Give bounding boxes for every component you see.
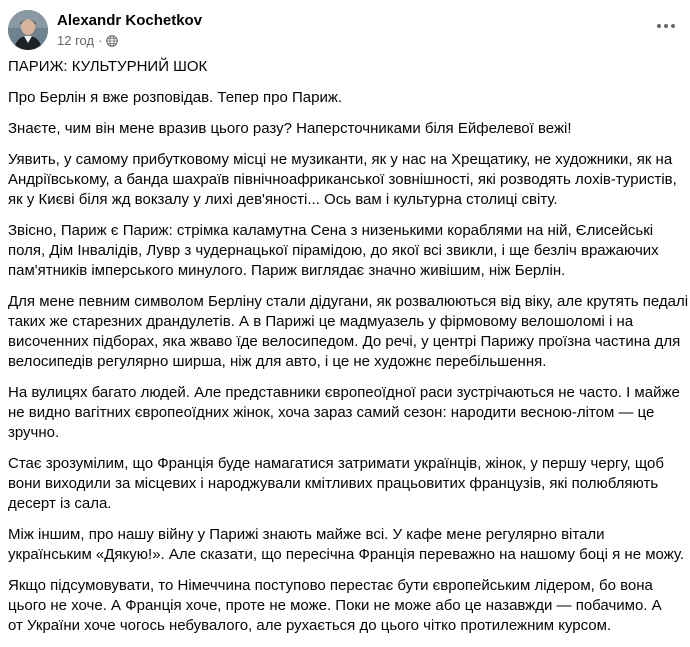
avatar-image: [8, 10, 48, 50]
text-line: ПАРИЖ: КУЛЬТУРНИЙ ШОК: [8, 58, 208, 75]
text-line: Уявить, у самому прибутковому місці не музиканти, як у нас на Хрещатику, не художники, як на: [8, 151, 673, 168]
text-line: десерт із сала.: [8, 495, 112, 512]
text-line: поля, Дім Інвалідів, Лувр з чудернацької пірамідою, до якої всі звикли, і ще безліч вражаючих: [8, 242, 659, 259]
text-line: українським «Дякую!». Але сказати, що пересічна Франція переважно на нашому боці я не можу.: [8, 546, 685, 563]
post-paragraph: [8, 525, 688, 565]
text-line: зручно.: [8, 424, 60, 441]
post-paragraph: [8, 383, 688, 443]
more-dot: [657, 24, 661, 28]
post-paragraph: [8, 119, 688, 139]
post-paragraph: [8, 454, 688, 514]
text-line: Для мене певним символом Берліну стали дідугани, як розвалюються від віку, але крутять педалі: [8, 293, 689, 310]
text-line: На вулицях багато людей. Але представники європеоїдної раси зустрічаються не часто. І майже: [8, 384, 680, 401]
text-line: цього не хоче. А Франція хоче, проте не може. Поки не може або це назавжди — побачимо. А: [8, 597, 662, 614]
globe-icon: [106, 35, 118, 47]
post-content: [8, 57, 688, 647]
text-line: Якщо підсумовувати, то Німеччина поступово перестає бути європейським лідером, бо вона: [8, 577, 653, 594]
more-dot: [671, 24, 675, 28]
post-paragraph: [8, 88, 688, 108]
post-paragraph: [8, 576, 688, 636]
post-time[interactable]: 12 год: [57, 33, 95, 48]
text-line: Між іншим, про нашу війну у Парижі знають майже всі. У кафе мене регулярно вітали: [8, 526, 605, 543]
more-options-icon[interactable]: [650, 14, 682, 38]
more-dot: [664, 24, 668, 28]
post-paragraph: [8, 221, 688, 281]
post-paragraph: [8, 150, 688, 210]
text-line: як у Києві біля жд вокзалу у лихі дев'яності... Ось вам і культурна столиці світу.: [8, 191, 558, 208]
text-line: Про Берлін я вже розповідав. Тепер про Париж.: [8, 89, 343, 106]
text-line: таких же старезних драндулетів. А в Парижі це мадмуазель у фірмовому велошоломі і на: [8, 313, 634, 330]
text-line: велосипедів регулярно ширша, ніж для авто, і це не художнє перебільшення.: [8, 353, 547, 370]
avatar[interactable]: [8, 10, 48, 50]
text-line: пам'ятників імперського минулого. Париж виглядає значно живішим, ніж Берлін.: [8, 262, 566, 279]
text-line: не видно вагітних європеоїдних жінок, хоча зараз самий сезон: народити весною-літом — це: [8, 404, 655, 421]
text-line: Андріївському, а банда шахраїв північноафриканської зовнішності, які розводять лохів-туристів,: [8, 171, 677, 188]
text-line: от України хоче чогось небувалого, але рухається до цього чітко протилежним курсом.: [8, 617, 612, 634]
text-line: Звісно, Париж є Париж: стрімка каламутна Сена з низенькими кораблями на ній, Єлисейські: [8, 222, 654, 239]
meta-separator: ·: [98, 33, 103, 48]
post-meta: [57, 33, 118, 49]
post-header: [8, 10, 682, 52]
author-name[interactable]: Alexandr Kochetkov: [57, 12, 203, 29]
post-title: [8, 57, 688, 77]
text-line: вони виходили за місцевих і народжували кмітливих працьовитих французів, які полюбляють: [8, 475, 659, 492]
text-line: Знаєте, чим він мене вразив цього разу? Наперсточниками біля Ейфелевої вежі!: [8, 120, 572, 137]
post-paragraph: [8, 292, 688, 372]
text-line: Стає зрозумілим, що Франція буде намагатися затримати українців, жінок, у першу чергу, щоб: [8, 455, 664, 472]
text-line: височенних підборах, яка жваво їде велосипедом. До речі, у центрі Парижу проїзна частина для: [8, 333, 681, 350]
